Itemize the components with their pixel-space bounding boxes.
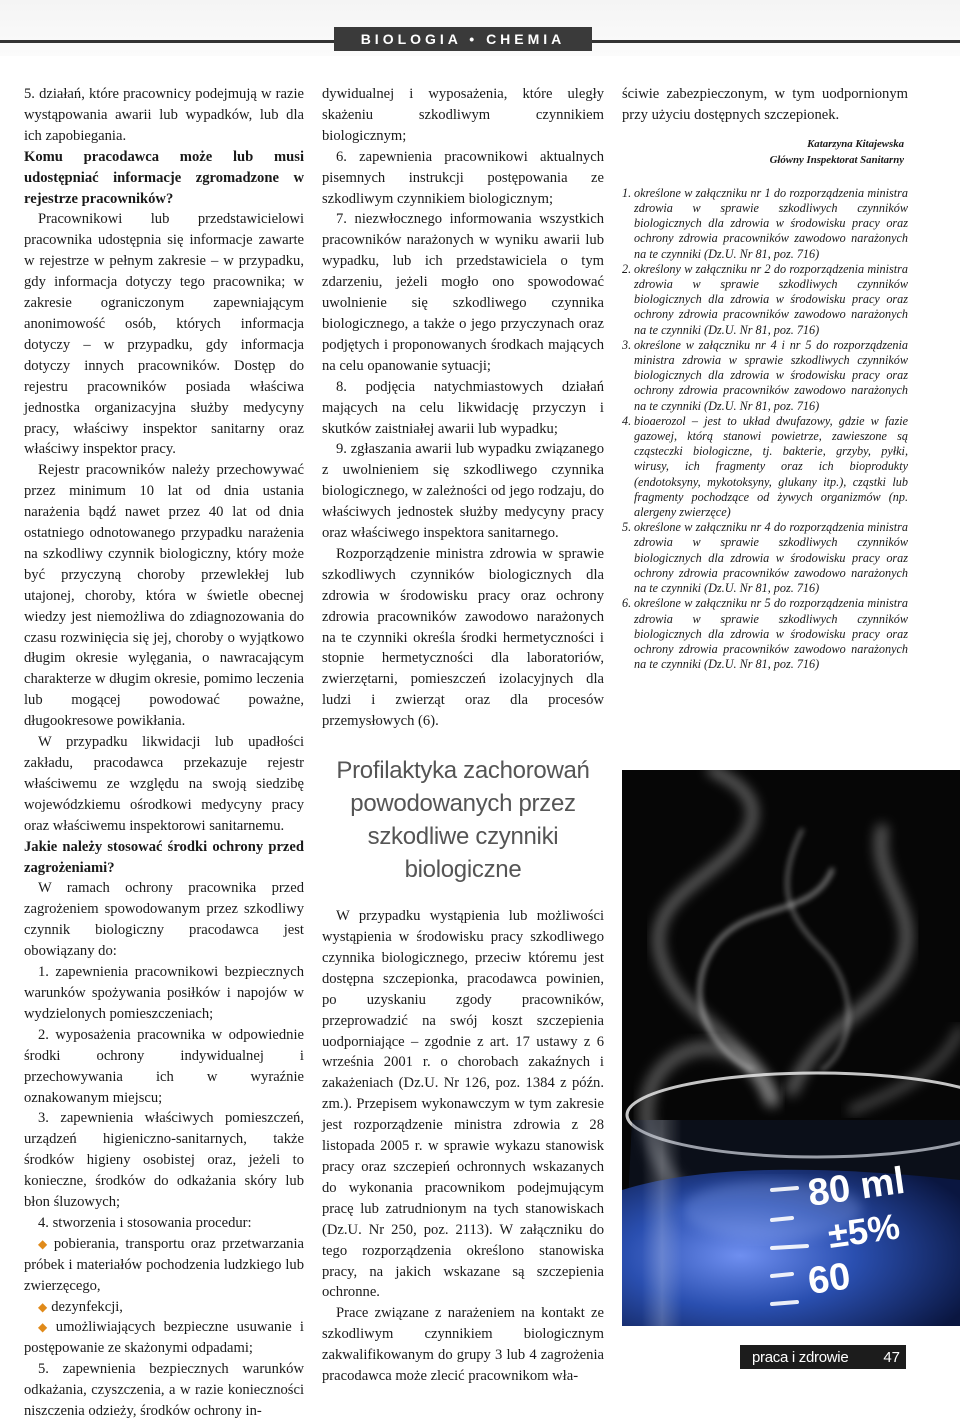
section-heading: Profilaktyka zachorowań powodowanych przez szkodliwe czynniki biologiczne (336, 757, 590, 884)
paragraph: Rozporządzenie ministra zdrowia w sprawie szkodliwych czynników biologicznych dla zdrowia w środowisku pracy oraz ochrony zdrowia pracowników zawodowo narażonych na te czynniki określa środki hermetyczności i stopnie hermetyczności dla laboratoriów, zwierzętarni, pomieszczeń izolacyjnych dla ludzi i zwierząt oraz dla procesów przemysłowych (6). (322, 545, 604, 730)
paragraph: W przypadku wystąpienia lub możliwości wystąpienia w środowisku pracy szkodliwego czynnika biologicznego, przeciw któremu jest dostępna szczepionka, pracodawca powinien, po uzyskaniu zgody pracowników, przeprowadzić na swój koszt szczepienia uodporniające – zgodnie z art. 17 ustawy z 6 września 2001 r. o chorobach zakaźnych i zakażeniach (Dz.U. Nr 126, poz. 1384 z późn. zm.). Przepisem wykonawczym w tym zakresie jest rozporządzenie ministra zdrowia z 28 listopada 2005 r. w sprawie wykazu stanowisk pracy oraz szczepień ochronnych wskazanych do wykonania pracownikom podejmującym pracę lub zatrudnionym na tych stanowiskach (Dz.U. Nr 250, poz. 2113). W załączniku do tego rozporządzenia określono stanowiska pracy, na jakich wskazane są szczepienia ochronne. (322, 908, 604, 1301)
paragraph: dywidualnej i wyposażenia, które uległy skażeniu szkodliwym czynnikiem biologicznym; (322, 86, 604, 144)
beaker-label-60: 60 (805, 1255, 854, 1303)
diamond-bullet-icon: ◆ (38, 1299, 48, 1314)
paragraph: 5. działań, które pracownicy podejmują w razie wystąpowania awarii lub wypadków, lub dla ich zapobiegania. (24, 86, 304, 144)
paragraph: Rejestr pracowników należy przechowywać przez minimum 10 lat od dnia ustania narażenia bądź nawet przez 40 lat od dnia ostatniego odnotowanego przypadku narażenia na szkodliwy czynnik biologiczny, który może być przyczyną choroby przewlekłej lub utajonej, choroby, która w świetle obecnej wiedzy jest niemożliwa do zdiagnozowania do czasu rozwinięcia się jej, choroby o wyjątkowo długim okresie wylęgania, o nawracającym charakterze w długim okresie, pomimo leczenia lub mogącej powodować poważne, długookresowe powikłania. (24, 462, 304, 730)
paragraph: W ramach ochrony pracownika przed zagrożeniem spowodowanym przez szkodliwy czynnik biologiczny pracodawca jest obowiązany do: (24, 880, 304, 960)
beaker-label-tolerance: ±5% (825, 1205, 903, 1256)
diamond-bullet-icon: ◆ (38, 1236, 50, 1251)
question-heading: Komu pracodawca może lub musi udostępniać informacje zgromadzone w rejestrze pracowników? (24, 148, 304, 207)
list-item: 1. zapewnienia pracownikowi bezpiecznych warunków spożywania posiłków i napojów w wydzielonych pomieszczeniach; (24, 964, 304, 1022)
author-signature (622, 136, 904, 168)
page-footer (740, 1345, 906, 1369)
author-name: Katarzyna Kitajewska (807, 137, 904, 150)
footnotes-list (622, 186, 908, 673)
footnote: 3. określone w załączniku nr 4 i nr 5 do rozporządzenia ministra zdrowia w sprawie szkodliwych czynników biologicznych dla zdrowia w środowisku pracy oraz ochrony zdrowia pracowników zawodowo narażonych na te czynniki (Dz.U. Nr 81, poz. 716) (622, 337, 908, 413)
footnote: 5. określone w załączniku nr 4 do rozporządzenia ministra zdrowia w sprawie szkodliwych czynników biologicznych dla zdrowia w środowisku pracy oraz ochrony zdrowia pracowników zawodowo narażonych na te czynniki (Dz.U. Nr 81, poz. 716) (622, 520, 908, 596)
paragraph: ściwie zabezpieczonym, w tym uodpornionym przy użyciu dostępnych szczepionek. (622, 86, 908, 123)
bullet-item: ◆ pobierania, transportu oraz przetwarzania próbek i materiałów pochodzenia ludzkiego lub zwierzęcego, (24, 1235, 305, 1294)
list-item: 2. wyposażenia pracownika w odpowiednie środki ochrony indywidualnej i przechowywania ich w wyraźnie oznakowanym miejscu; (24, 1026, 304, 1106)
list-item: 3. zapewnienia właściwych pomieszczeń, urządzeń higieniczno-sanitarnych, także środków higieny osobistej oraz, jeżeli to konieczne, środków do odkażania skóry lub błon śluzowych; (24, 1110, 304, 1211)
list-item: 7. niezwłocznego informowania wszystkich pracowników narażonych w wyniku awarii lub wypadku, lub ich przedstawiciela o tym zdarzeniu, jeżeli mogło ono spowodować uwolnienie się szkodliwego czynnika biologicznego, a także o jego przyczynach oraz podjętych i proponowanych środkach mających na celu opanowanie sytuacji; (322, 211, 604, 374)
diamond-bullet-icon: ◆ (38, 1320, 52, 1335)
footnote: 4. bioaerozol – jest to układ dwufazowy, gdzie w fazie gazowej, którą stanowi powietrze, zawieszone są cząsteczki biologiczne, tj. bakterie, grzyby, pyłki, wirusy, ich fragmenty oraz ich bioprodukty (endotoksyny, mykotoksyny, glukany itp.), cząstki lub fragmenty pochodzące od żywych organizmów (np. alergeny zwierzęce) (622, 413, 908, 520)
column-1 (24, 84, 304, 1422)
beaker-photo (622, 770, 960, 1326)
list-item: 4. stworzenia i stosowania procedur: (38, 1214, 252, 1231)
question-heading: Jakie należy stosować środki ochrony przed zagrożeniami? (24, 838, 304, 876)
paragraph: Pracownikowi lub przedstawicielowi pracownika udostępnia się informacje zawarte w rejestrze w pełnym zakresie – w przypadku, gdy informacja dotyczy tego pracownika; w zakresie ograniczonym zapewniającym anonimowość osób, których informacja dotyczy – w przypadku, gdy informacja dotyczy innych pracowników. Dostęp do rejestru pracowników posiada właściwa jednostka organizacyjna służby medycyny pracy, właściwy inspektor sanitarny oraz właściwy inspektor pracy. (24, 211, 304, 458)
paragraph: W przypadku likwidacji lub upadłości zakładu, pracodawca przekazuje rejestr właściwemu ze względu na swoją siedzibę wojewódzkiemu ośrodkowi medycyny pracy oraz właściwemu inspektorowi sanitarnemu. (24, 734, 304, 834)
bullet-item: ◆ dezynfekcji, (38, 1298, 123, 1315)
column-2 (322, 84, 604, 1387)
bullet-item: ◆ umożliwiających bezpieczne usuwanie i postępowanie ze skażonymi odpadami; (24, 1319, 304, 1357)
footnote: 1. określone w załączniku nr 1 do rozporządzenia ministra zdrowia w sprawie szkodliwych czynników biologicznych dla zdrowia w środowisku pracy oraz ochrony zdrowia pracowników zawodowo narażonych na te czynniki (Dz.U. Nr 81, poz. 716) (622, 185, 908, 261)
section-label: BIOLOGIA • CHEMIA (334, 27, 592, 51)
footnote: 2. określony w załączniku nr 2 do rozporządzenia ministra zdrowia w sprawie szkodliwych czynników biologicznych dla zdrowia w środowisku pracy oraz ochrony zdrowia pracowników zawodowo narażonych na te czynniki (Dz.U. Nr 81, poz. 716) (622, 261, 908, 337)
list-item: 9. zgłaszania awarii lub wypadku związanego z uwolnieniem się szkodliwego czynnika biologicznego, w zależności od jego rodzaju, do właściwych jednostek służby medycyny pracy oraz właściwego inspektora sanitarnego. (322, 441, 604, 542)
paragraph: Prace związane z narażeniem na kontakt ze szkodliwym czynnikiem biologicznym zakwalifikowanym do grupy 3 lub 4 zagrożenia pracodawca może zlecić pracownikom wła- (322, 1305, 604, 1385)
page-number: 47 (883, 1348, 900, 1366)
beaker-label-80ml: 80 ml (805, 1159, 908, 1215)
list-item: 5. zapewnienia bezpiecznych warunków odkażania, czyszczenia, a w razie konieczności niszczenia odzieży, środków ochrony in- (24, 1361, 304, 1420)
column-3 (622, 84, 908, 672)
list-item: 8. podjęcia natychmiastowych działań mających na celu likwidację przyczyn i skutków zaistniałej awarii lub wypadku; (322, 378, 604, 437)
magazine-name: praca i zdrowie (752, 1348, 849, 1366)
list-item: 6. zapewnienia pracownikowi aktualnych pisemnych instrukcji postępowania ze szkodliwym czynnikiem biologicznym; (322, 148, 604, 207)
footnote: 6. określone w załączniku nr 5 do rozporządzenia ministra zdrowia w sprawie szkodliwych czynników biologicznych dla zdrowia w środowisku pracy oraz ochrony zdrowia pracowników zawodowo narażonych na te czynniki (Dz.U. Nr 81, poz. 716) (622, 596, 908, 672)
author-institution: Główny Inspektorat Sanitarny (769, 153, 904, 166)
